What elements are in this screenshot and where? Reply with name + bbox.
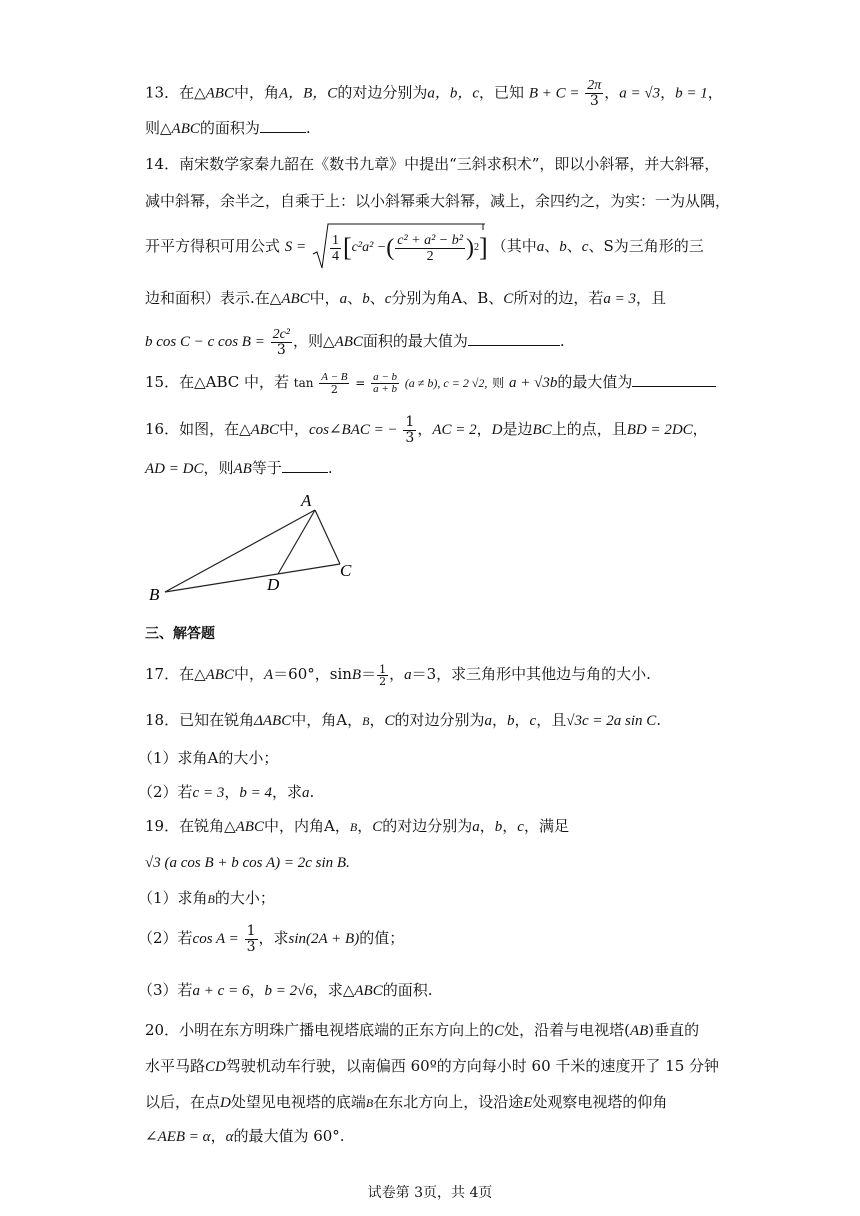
- q18-side: a: [301, 785, 310, 801]
- q14-text: ，则: [293, 332, 324, 350]
- q14-line4: [145, 288, 666, 309]
- q19-text: ，: [502, 817, 518, 835]
- q20-alpha: α: [225, 1129, 234, 1145]
- q15-frac2-den: a + b: [373, 382, 398, 395]
- q19-side: c: [517, 819, 524, 835]
- q19-text: 的大小；: [214, 889, 275, 907]
- q19-triangle: △ABC: [224, 819, 264, 835]
- q14-line3: [145, 222, 704, 272]
- q16-point: D: [491, 422, 503, 438]
- q18-text: 的对边分别为: [394, 711, 485, 729]
- q16-frac-den: 3: [405, 429, 415, 446]
- q13-line2: [145, 118, 311, 139]
- q19-equation: [145, 852, 350, 873]
- q20-text: 在东北方向上，设沿途: [373, 1093, 524, 1111]
- q19-text: ，满足: [523, 817, 569, 835]
- answer-blank[interactable]: [632, 385, 716, 387]
- triangle-figure: [145, 488, 365, 608]
- q18-text: .: [309, 783, 315, 801]
- q20-point: D: [220, 1095, 231, 1111]
- q19-angle: B: [349, 820, 358, 834]
- q17-text: 17．在△: [145, 665, 206, 683]
- q14-text: 、: [369, 289, 385, 307]
- q15-text: 则: [492, 376, 505, 390]
- q17-line: [145, 660, 651, 689]
- q16-text: 等于: [251, 459, 282, 477]
- q19-text: 中，内角: [263, 817, 324, 835]
- q16-cos: cos∠BAC = −: [308, 422, 398, 438]
- answer-blank[interactable]: [260, 131, 306, 133]
- q19-side: a: [472, 819, 480, 835]
- q18-equation: √3c = 2a sin C: [566, 713, 657, 729]
- q13-a-value: a = √3: [619, 85, 661, 102]
- q18-text: ，: [369, 711, 385, 729]
- label-c: C: [340, 561, 352, 580]
- q13-angles: A，B，C: [278, 85, 338, 102]
- q17-text: ＝3，求三角形中其他边与角的大小.: [411, 665, 651, 683]
- q14-text: 、: [347, 289, 363, 307]
- formula-square: 2: [473, 242, 479, 253]
- q19-text: （3）若: [138, 981, 193, 999]
- q19-text: （2）若: [138, 929, 193, 947]
- q14-equation: b cos C − c cos B =: [145, 334, 265, 350]
- q18-text: ，: [224, 783, 240, 801]
- q19-cos: cos A =: [192, 931, 239, 947]
- q18-angle: A: [207, 749, 219, 767]
- formula-frac-num: c² + a² − b²: [397, 232, 463, 248]
- formula-quarter-den: 4: [331, 248, 339, 264]
- q19-text: （1）求角: [138, 889, 208, 907]
- q16-text: 中，: [278, 420, 309, 438]
- q13-text: ，: [707, 83, 723, 102]
- q14-a-value: a = 3: [603, 291, 636, 307]
- q15-frac1-den: 2: [330, 382, 338, 396]
- q20-text: )垂直的: [648, 1021, 700, 1039]
- q16-text: ，: [692, 420, 708, 438]
- q14-text: （其中: [491, 237, 537, 255]
- q14-angle: C: [503, 291, 514, 307]
- q19-condition: √3 (a cos B + b cos A) = 2c sin B.: [145, 855, 350, 871]
- q16-text: ，: [417, 420, 433, 438]
- q19-part3: [138, 980, 433, 1001]
- q20-point: C: [494, 1023, 505, 1039]
- q15-frac1-num: A − B: [321, 370, 348, 383]
- q14-text: 中，: [309, 289, 340, 307]
- q14-triangle: △ABC: [323, 334, 363, 350]
- q14-line5: [145, 324, 565, 359]
- formula-term: c²a² −: [351, 240, 387, 255]
- q18-side: a: [484, 713, 492, 729]
- q19-angle: C: [372, 819, 383, 835]
- q13-sides: a，b，c: [427, 85, 480, 102]
- q14-text: 、: [544, 237, 560, 255]
- q14-text: 、: [566, 237, 582, 255]
- q13-b-value: b = 1: [675, 85, 708, 102]
- q19-text: 19．在锐角: [145, 817, 225, 835]
- q19-part1: [138, 888, 275, 909]
- answer-blank[interactable]: [282, 471, 328, 473]
- label-d: D: [267, 575, 280, 594]
- q20-road: CD: [205, 1059, 226, 1075]
- q13-fraction: [585, 78, 603, 109]
- q14-text: .: [559, 332, 565, 350]
- q17-text: ＝60°，sin: [273, 665, 352, 683]
- side-ac: [315, 510, 340, 564]
- q15-line: [145, 368, 716, 397]
- q18-line1: [145, 710, 661, 731]
- q18-angle: A: [336, 711, 348, 729]
- q19-text: ，: [334, 817, 350, 835]
- q14-angle: B: [477, 289, 489, 307]
- q18-side: b: [507, 713, 515, 729]
- q16-side: AB: [233, 461, 252, 477]
- q18-c-value: c = 3: [192, 785, 225, 801]
- page-footer: 试卷第 3页，共 4页: [367, 1185, 493, 1201]
- formula-radical: $\frac{1}{4}$ [ c²a² − ( $\frac{\text{c² + a² − b²}}{2}$ ) 2 ]: [311, 222, 487, 272]
- q15-text: 15．在△ABC 中，若: [145, 373, 290, 391]
- q15-expression: a + √3b: [508, 375, 558, 391]
- q16-text: ，: [476, 420, 492, 438]
- q14-text: 、S为三角形的三: [588, 237, 704, 255]
- q18-text: ，求: [271, 783, 302, 801]
- q20-point: B: [365, 1096, 374, 1110]
- label-a: A: [301, 491, 312, 510]
- q16-ac: AC = 2: [432, 422, 477, 438]
- q13-frac-num: 2π: [587, 78, 602, 93]
- q19-text: ，: [249, 981, 265, 999]
- q15-eq: =: [355, 376, 366, 390]
- q19-frac-den: 3: [246, 938, 256, 955]
- q18-text: ，: [492, 711, 508, 729]
- q20-text: 驾驶机动车行驶，以南偏西 60º的方向每小时 60 千米的速度开了 15 分钟: [225, 1057, 720, 1075]
- q20-tower: AB: [629, 1023, 649, 1039]
- q19-text: ，求: [258, 929, 289, 947]
- q19-text: ，: [479, 817, 495, 835]
- q16-line1: [145, 412, 708, 447]
- q16-text: .: [327, 459, 333, 477]
- q16-text: 是边: [502, 420, 533, 438]
- q20-text: 以后，在点: [145, 1093, 221, 1111]
- q14-text: 面积的最大值为: [362, 332, 468, 350]
- q13-text: 则: [145, 119, 161, 137]
- q14-angle: A: [451, 289, 463, 307]
- q18-triangle: ΔABC: [254, 713, 292, 729]
- q17-angle: B: [351, 667, 362, 683]
- q19-text: 的值；: [359, 929, 405, 947]
- q16-triangle: △ABC: [239, 422, 279, 438]
- q14-text: 、: [488, 289, 504, 307]
- q16-side: BC: [532, 422, 552, 438]
- q18-text: （1）求角: [138, 749, 208, 767]
- q13-text: 13．在: [145, 83, 195, 102]
- q19-sum: a + c = 6: [192, 983, 250, 999]
- q14-var: a: [339, 291, 348, 307]
- q14-S: S =: [284, 239, 307, 255]
- q15-tan: tan: [293, 376, 314, 390]
- q19-b-value: b = 2√6: [264, 983, 313, 999]
- q19-frac-num: 1: [246, 922, 256, 939]
- q20-line1: [145, 1020, 699, 1041]
- q17-angle: A: [263, 667, 274, 683]
- formula-quarter-num: 1: [331, 232, 339, 248]
- q19-part2: [138, 920, 404, 957]
- q20-line3: [145, 1092, 667, 1113]
- q14-text: ，且: [635, 289, 666, 307]
- q14-text: 分别为角: [391, 289, 452, 307]
- q20-text: 处观察电视塔的仰角: [532, 1093, 668, 1111]
- q16-text: ，则: [203, 459, 234, 477]
- answer-blank[interactable]: [468, 344, 560, 346]
- q15-text: 的最大值为: [557, 373, 633, 391]
- q14-text: 、: [462, 289, 478, 307]
- q18-part1: [138, 748, 278, 768]
- q20-text: 处望见电视塔的底端: [230, 1093, 366, 1111]
- q14-var: c: [581, 239, 589, 255]
- q19-side: b: [494, 819, 503, 835]
- q13-text: 的对边分别为: [337, 83, 428, 102]
- q16-text: 上的点，且: [551, 420, 627, 438]
- q14-text: 开平方得积可用公式: [145, 237, 281, 255]
- q14-frac-num: 2c²: [272, 326, 291, 342]
- q20-line2: [145, 1056, 719, 1077]
- q14-triangle: △ABC: [269, 291, 310, 307]
- q17-triangle: ABC: [205, 667, 234, 683]
- q14-text: 所对的边，若: [513, 289, 604, 307]
- q19-text: 的对边分别为: [382, 817, 473, 835]
- q13-equation: B + C =: [528, 85, 580, 102]
- q18-part2: [138, 782, 314, 803]
- q20-text: 的最大值为 60°.: [233, 1127, 345, 1145]
- q14-line2: 减中斜幂，余半之，自乘于上：以小斜幂乘大斜幂，减上，余四约之，为实：一为从隅，: [145, 192, 731, 210]
- q18-text: .: [656, 711, 662, 729]
- q13-text: .: [305, 119, 311, 137]
- q19-triangle: △ABC: [342, 983, 383, 999]
- q15-frac2-num: a − b: [373, 370, 398, 383]
- q13-text: ，: [604, 83, 620, 102]
- q14-var: c: [384, 291, 392, 307]
- q18-angle: C: [384, 713, 395, 729]
- formula-frac-den: 2: [426, 248, 434, 264]
- q19-angle: B: [207, 892, 215, 906]
- q14-var: b: [559, 239, 567, 255]
- q18-b-value: b = 4: [239, 785, 272, 801]
- q20-text: 处，沿着与电视塔(: [504, 1021, 630, 1039]
- qin-formula: [311, 222, 487, 272]
- q16-ratio: BD = 2DC: [626, 422, 693, 438]
- q20-text: ，: [210, 1127, 226, 1145]
- q13-text: ，已知: [479, 83, 525, 102]
- q18-text: 的大小；: [218, 749, 279, 767]
- q18-angle: B: [362, 714, 370, 728]
- q13-triangle: △ABC: [160, 121, 200, 137]
- q13-line1: [145, 78, 723, 109]
- q18-text: ，: [347, 711, 363, 729]
- q18-text: ，: [514, 711, 530, 729]
- q20-line4: [145, 1126, 345, 1147]
- q20-text: 20．小明在东方明珠广播电视塔底端的正东方向上的: [145, 1021, 495, 1039]
- q20-point: E: [523, 1095, 533, 1111]
- q18-text: 18．已知在锐角: [145, 711, 255, 729]
- q14-line1: 14．南宋数学家秦九韶在《数书九章》中提出“三斜求积术”，即以小斜幂，并大斜幂，: [145, 155, 720, 173]
- q19-text: ，求: [312, 981, 343, 999]
- q15-condition: (a ≠ b), c = 2 √2,: [404, 376, 488, 390]
- q18-side: c: [529, 713, 537, 729]
- q19-text: 的面积.: [382, 981, 433, 999]
- section-heading: 三、解答题: [145, 626, 215, 642]
- q16-frac-num: 1: [405, 413, 415, 430]
- q17-frac-num: 1: [379, 662, 387, 676]
- q17-text: ＝: [361, 665, 377, 683]
- q17-text: ，: [389, 665, 405, 683]
- q14-var: b: [362, 291, 370, 307]
- q17-frac-den: 2: [379, 674, 387, 688]
- q14-frac-den: 3: [276, 341, 286, 358]
- q18-text: ，且: [536, 711, 567, 729]
- q14-text: 边和面积）表示.在: [145, 289, 270, 307]
- q18-text: （2）若: [138, 783, 193, 801]
- q16-equality: AD = DC: [145, 461, 204, 477]
- q14-var: a: [536, 239, 545, 255]
- q18-text: 中，角: [291, 711, 337, 729]
- q13-text: ，: [660, 83, 676, 102]
- q13-frac-den: 3: [589, 93, 599, 109]
- q20-text: 水平马路: [145, 1057, 206, 1075]
- q16-text: 16．如图，在: [145, 420, 240, 438]
- q16-line2: [145, 458, 333, 479]
- label-b: B: [149, 585, 160, 604]
- q19-line1: [145, 816, 569, 837]
- q13-triangle: △ABC: [194, 85, 234, 102]
- q17-side: a: [404, 667, 412, 683]
- q13-text: 的面积为: [199, 119, 260, 137]
- q17-text: 中，: [233, 665, 264, 683]
- q19-sin: sin(2A + B): [288, 931, 360, 947]
- q19-angle: A: [323, 817, 335, 835]
- q19-text: ，: [357, 817, 373, 835]
- q20-angle: ∠AEB = α: [145, 1129, 211, 1145]
- q13-text: 中，角: [233, 83, 279, 102]
